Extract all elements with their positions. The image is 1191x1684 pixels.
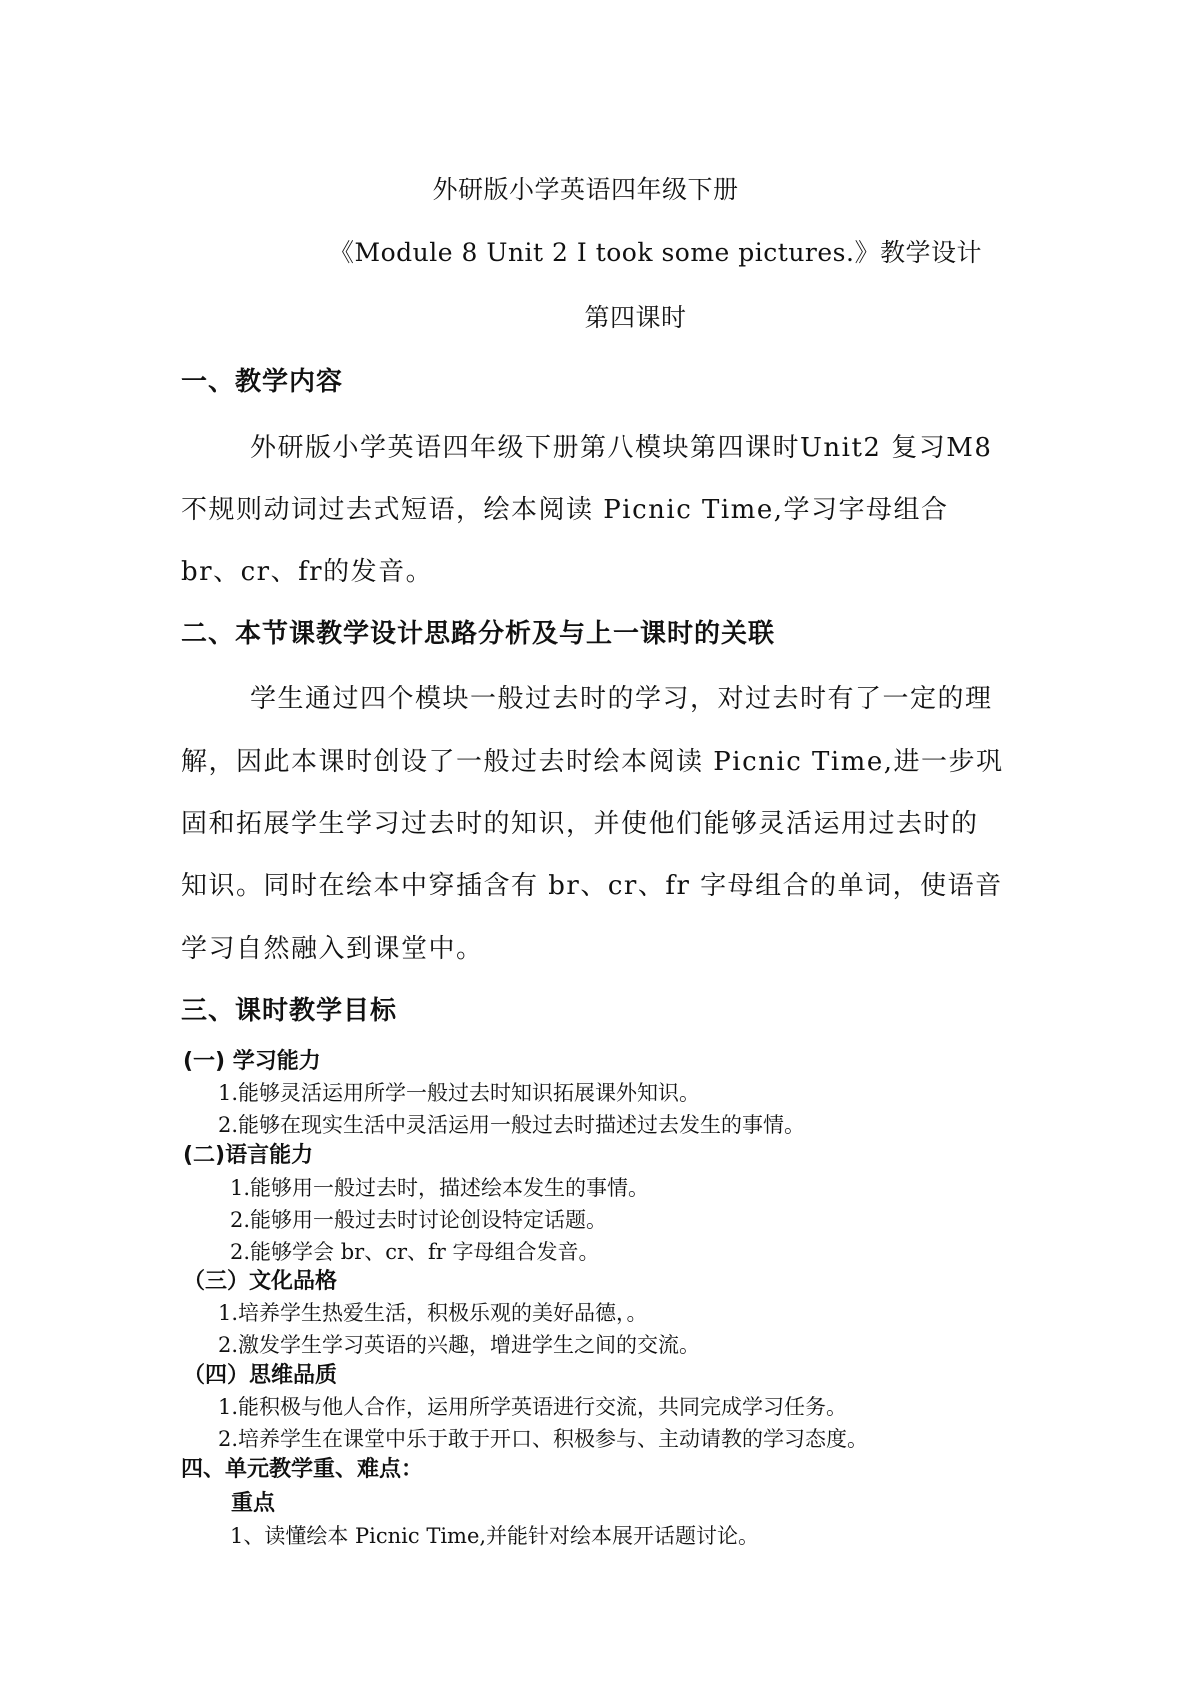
paragraph-line: 学生通过四个模块一般过去时的学习，对过去时有了一定的理 xyxy=(250,684,993,714)
paragraph-line: 知识。同时在绘本中穿插含有 br、cr、fr 字母组合的单词，使语音 xyxy=(181,871,1003,901)
section-heading-design-analysis: 二、本节课教学设计思路分析及与上一课时的关联 xyxy=(181,619,776,649)
list-item: 2.激发学生学习英语的兴趣，增进学生之间的交流。 xyxy=(218,1333,701,1357)
paragraph-line: 外研版小学英语四年级下册第八模块第四课时Unit2 复习M8 xyxy=(250,433,993,463)
subheading-language-ability: (二)语言能力 xyxy=(183,1143,314,1168)
paragraph-line: 不规则动词过去式短语，绘本阅读 Picnic Time,学习字母组合 xyxy=(181,495,949,525)
list-item: 2.能够用一般过去时讨论创设特定话题。 xyxy=(230,1208,608,1232)
list-item: 1.能够灵活运用所学一般过去时知识拓展课外知识。 xyxy=(218,1081,701,1105)
list-item: 2.能够在现实生活中灵活运用一般过去时描述过去发生的事情。 xyxy=(218,1113,806,1137)
section-heading-key-points: 四、单元教学重、难点： xyxy=(181,1457,424,1482)
paragraph-line: br、cr、fr的发音。 xyxy=(181,557,434,587)
list-item: 1.培养学生热爱生活，积极乐观的美好品德，。 xyxy=(218,1301,648,1325)
paragraph-line: 学习自然融入到课堂中。 xyxy=(181,934,484,964)
document-subtitle: 《Module 8 Unit 2 I took some pictures.》教学设计 xyxy=(329,238,982,267)
list-item: 1.能积极与他人合作，运用所学英语进行交流，共同完成学习任务。 xyxy=(218,1395,848,1419)
paragraph-line: 固和拓展学生学习过去时的知识，并使他们能够灵活运用过去时的 xyxy=(181,809,979,839)
list-item: 1.能够用一般过去时，描述绘本发生的事情。 xyxy=(230,1176,650,1200)
section-heading-content: 一、教学内容 xyxy=(181,367,344,397)
lesson-period: 第四课时 xyxy=(584,303,687,332)
list-item: 2.能够学会 br、cr、fr 字母组合发音。 xyxy=(230,1240,600,1264)
paragraph-line: 解，因此本课时创设了一般过去时绘本阅读 Picnic Time,进一步巩 xyxy=(181,747,1004,777)
subheading-focus: 重点 xyxy=(231,1491,276,1516)
subheading-learning-ability: (一) 学习能力 xyxy=(183,1049,321,1074)
section-heading-objectives: 三、课时教学目标 xyxy=(181,996,398,1026)
subheading-thinking-quality: （四）思维品质 xyxy=(183,1363,338,1388)
list-item: 2.培养学生在课堂中乐于敢于开口、积极参与、主动请教的学习态度。 xyxy=(218,1427,869,1451)
subheading-cultural-character: （三）文化品格 xyxy=(183,1269,338,1294)
list-item: 1、读懂绘本 Picnic Time,并能针对绘本展开话题讨论。 xyxy=(230,1524,760,1548)
document-title: 外研版小学英语四年级下册 xyxy=(432,175,739,204)
